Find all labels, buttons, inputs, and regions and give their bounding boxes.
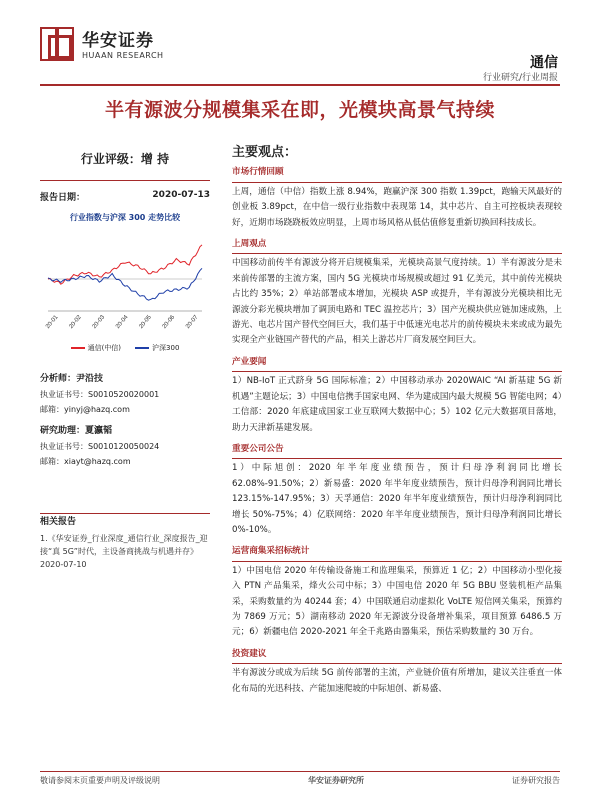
section-body: 1）NB-IoT 正式跻身 5G 国际标准；2）中国移动承办 2020WAIC “AI 新基建 5G 新机遇”主题论坛；3）中国电信携手国家电网、华为建成国内最大规模 5G 智能电网；4）工信部：2020 年底建成国家工业互联网大数据中心；5）102 亿元大数据项目落地，助力天津新基建发展。 <box>232 376 562 433</box>
legend-item-hs300 <box>135 343 179 353</box>
x-tick-label: 20-07 <box>185 314 200 331</box>
footer-disclaimer: 敬请参阅末页重要声明及评级说明 <box>40 776 160 785</box>
assistant-cert: 执业证书号：S0010120050024 <box>40 442 160 451</box>
section-heading: 上周观点 <box>232 237 562 254</box>
analyst-block-1 <box>40 372 210 417</box>
section-heading: 市场行情回顾 <box>232 165 562 182</box>
date-value: 2020-07-13 <box>152 190 210 200</box>
chart-legend <box>40 343 210 353</box>
page-footer <box>40 775 560 786</box>
x-tick-label: 20-05 <box>138 314 153 331</box>
report-title: 半有源波分规模集采在即，光模块高景气持续 <box>104 99 495 121</box>
section-heading: 投资建议 <box>232 647 562 664</box>
analyst-name: 分析师：尹沿技 <box>40 374 104 384</box>
footer-divider <box>40 771 560 772</box>
legend-swatch-hs300 <box>135 347 149 349</box>
header-divider <box>40 84 560 86</box>
x-tick-label: 20-02 <box>68 314 83 331</box>
industry-rating <box>40 150 210 167</box>
chart-svg <box>40 225 210 343</box>
section-industry-news <box>232 355 562 436</box>
section-body: 1）中际旭创：2020 年半年度业绩预告，预计归母净利润同比增长 62.08%-91.50%；2）新易盛：2020 年半年度业绩预告，预计归母净利润同比增长 123.15%-147.95%；3）天孚通信：2020 年半年度业绩预告，预计归母净利润同比增长 50%-75%；4）亿联网络：2020 年半年度业绩预告，预计归母净利润同比增长 0%-10%。 <box>232 463 562 535</box>
section-body: 中国移动前传半有源波分将开启规模集采，光模块高景气度持续。1）半有源波分是未来前传部署的主流方案，国内 5G 光模块市场规模或超过 91 亿美元，其中前传光模块占比约 35%；2）单站部署成本增加，光模块 ASP 或提升，半有源波分光模块相比无源波分彩光模块增加了调顶电路和 TEC 温控芯片；3）国产光模块供应链加速成熟，上游光、电芯片国产替代空间巨大，我们基于中低速光电芯片的前传模块未来或成为最先实现全产业链国产替代的产品，相关上游芯片厂商发展空间巨大。 <box>232 258 562 346</box>
section-market-review <box>232 165 562 231</box>
legend-swatch-telecom <box>71 347 85 349</box>
main-points-title: 主要观点： <box>232 145 298 160</box>
series-line-hs300 <box>48 268 202 300</box>
section-heading: 运营商集采招标统计 <box>232 544 562 561</box>
company-logo <box>40 24 180 70</box>
related-reports <box>40 516 210 571</box>
related-report-link[interactable]: 1.《华安证券_行业深度_通信行业_深度报告_迎接“真 5G”时代，主设备商挑战与机遇并存》 2020-07-10 <box>40 534 208 569</box>
legend-label-hs300: 沪深300 <box>152 344 180 352</box>
analyst-cert: 执业证书号：S0010520020001 <box>40 390 160 399</box>
assistant-email[interactable]: 邮箱：xiayt@hazq.com <box>40 457 131 466</box>
footer-institute: 华安证券研究所 <box>308 776 364 785</box>
section-investment-advice <box>232 647 562 697</box>
logo-mark-icon <box>40 27 74 61</box>
report-date <box>40 190 210 203</box>
x-tick-label: 20-06 <box>161 314 177 331</box>
rating-label: 行业评级： <box>80 152 141 166</box>
x-tick-label: 20-01 <box>45 314 60 331</box>
analyst-block-2 <box>40 424 210 469</box>
section-body: 1）中国电信 2020 年传输设备施工和监理集采，预算近 1 亿；2）中国移动小型化接入 PTN 产品集采，烽火公司中标；3）中国电信 2020 年 5G BBU 竖装机柜产品集采，采购数量约为 40244 套；4）中国联通启动虚拟化 VoLTE 短信网关集采，预算约为 7869 万元；5）湖南移动 2020 年无源波分设备增补集采，项目预算 6486.5 万元；6）新疆电信 2020-2021 年全千兆路由器集采，预估采购数量约 30 万台。 <box>232 565 562 638</box>
legend-item-telecom <box>71 343 121 353</box>
logo-text-en: HUAAN RESEARCH <box>82 51 164 60</box>
logo-text-cn: 华安证券 <box>82 31 154 51</box>
chart-title: 行业指数与沪深 300 走势比较 <box>69 213 181 222</box>
related-reports-heading: 相关报告 <box>40 517 77 527</box>
footer-report-type: 证券研究报告 <box>512 776 560 785</box>
section-company-announcements <box>232 442 562 538</box>
section-body: 上周，通信（中信）指数上涨 8.94%，跑赢沪深 300 指数 1.39pct，跑输天风最好的创业板 3.89pct，在中信一级行业指数中表现第 14，其中芯片、自主可控板块表现较好，近期市场跷跷板效应明显，上周市场风格从低估值修复重新切换回科技成长。 <box>232 186 562 228</box>
rating-divider <box>40 180 210 181</box>
section-heading: 重要公司公告 <box>232 442 562 459</box>
report-type: 行业研究/行业周报 <box>482 73 558 83</box>
section-procurement-stats <box>232 544 562 640</box>
assistant-name: 研究助理：夏瀛韬 <box>40 426 113 436</box>
x-tick-label: 20-03 <box>91 314 107 331</box>
date-label: 报告日期： <box>40 193 86 203</box>
industry-name: 通信 <box>530 55 558 71</box>
section-body: 半有源波分或成为后续 5G 前传部署的主流，产业链价值有所增加，建议关注垂直一体化布局的光迅科技、产能加速爬坡的中际旭创、新易盛、 <box>232 668 562 694</box>
rating-value: 增 持 <box>140 152 170 166</box>
legend-label-telecom: 通信(中信) <box>87 344 122 352</box>
section-heading: 产业要闻 <box>232 355 562 372</box>
analyst-email[interactable]: 邮箱：yinyj@hazq.com <box>40 405 130 414</box>
main-points <box>232 145 562 703</box>
section-last-week-view <box>232 237 562 349</box>
related-divider <box>40 513 210 514</box>
x-tick-label: 20-04 <box>115 314 130 331</box>
